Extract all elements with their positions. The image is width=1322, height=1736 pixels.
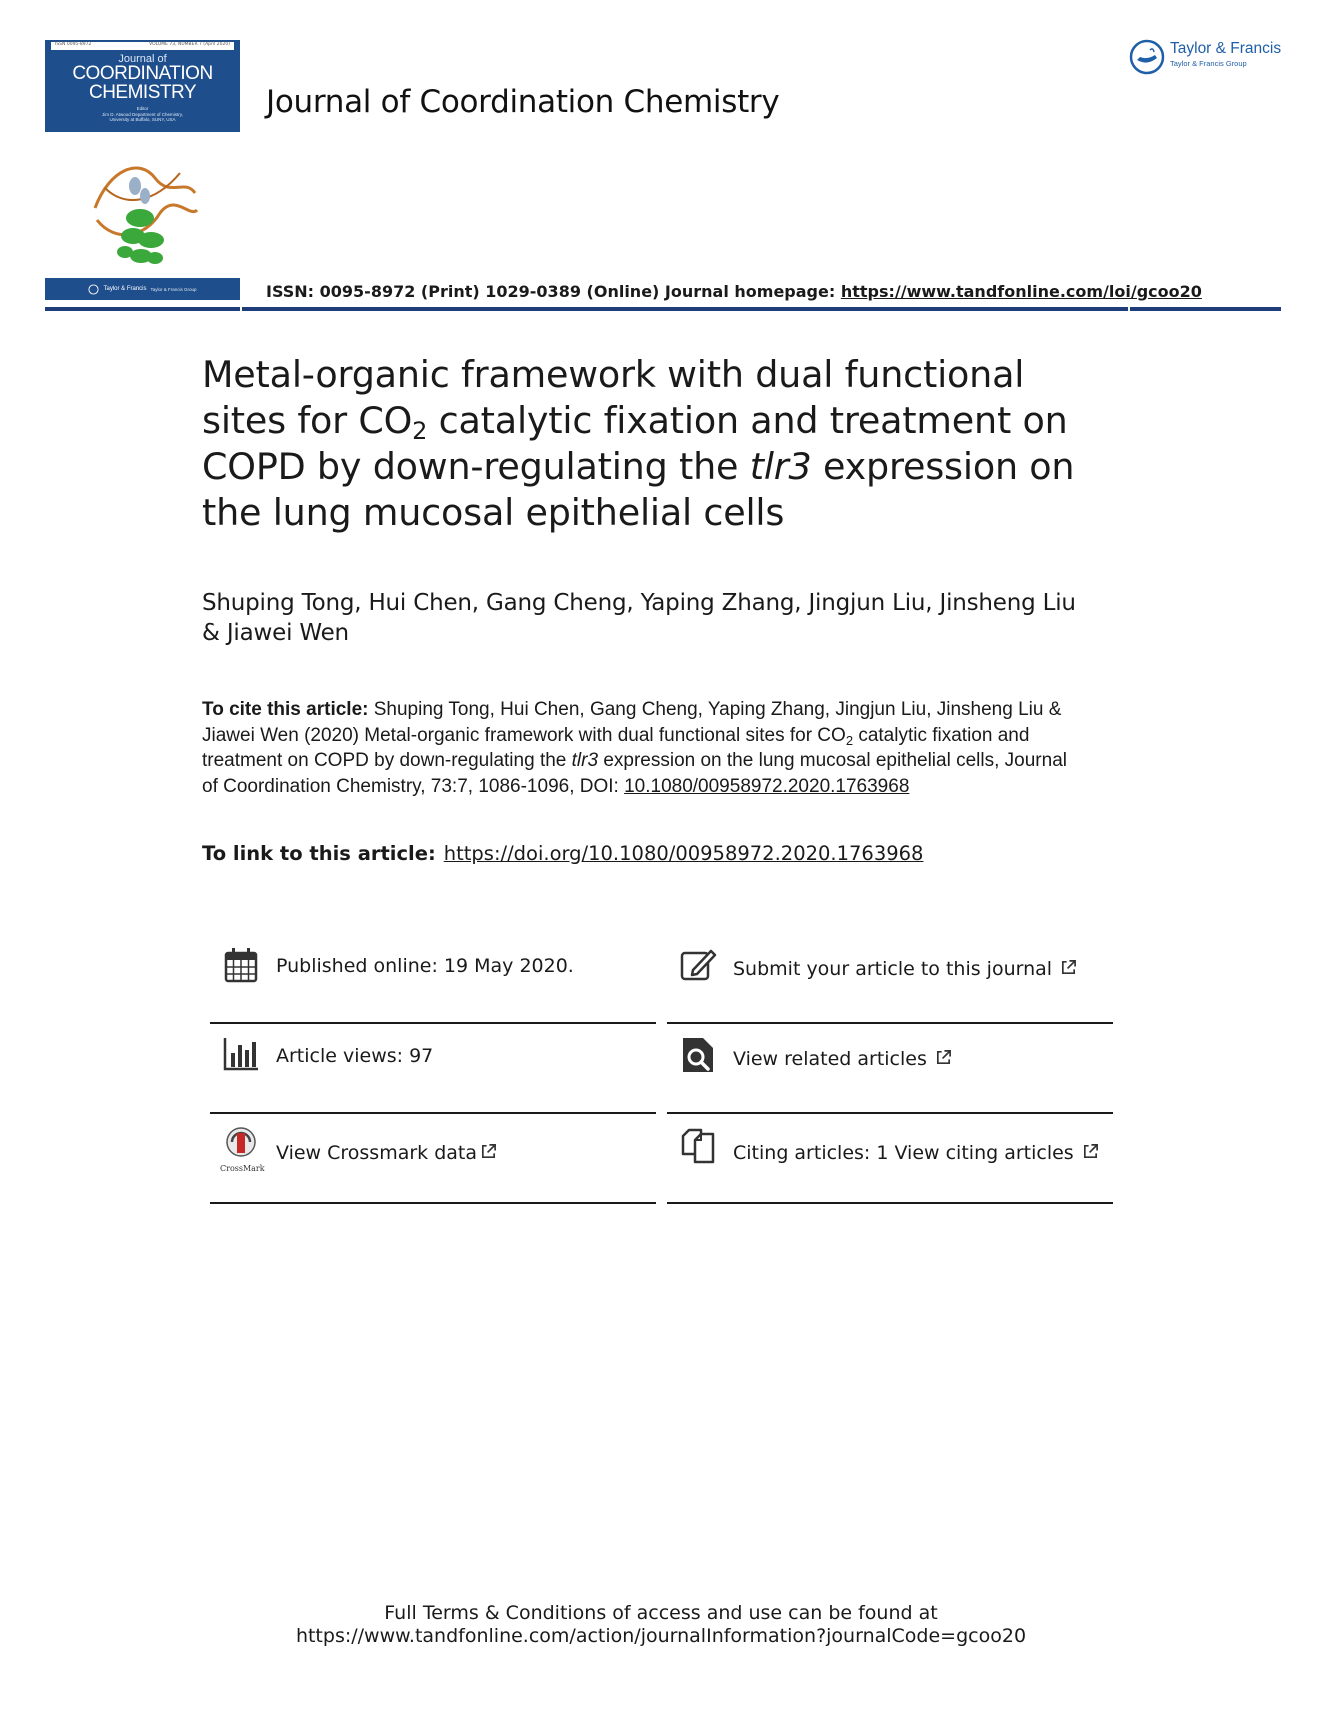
terms-url[interactable]: https://www.tandfonline.com/action/journalInformation?journalCode=gcoo20 bbox=[295, 1625, 1027, 1647]
crossmark-badge: CrossMark bbox=[220, 1164, 265, 1173]
cover-publisher-icon bbox=[88, 284, 99, 295]
cover-journal-of: Journal of bbox=[118, 53, 167, 65]
journal-title: Journal of Coordination Chemistry bbox=[266, 84, 780, 120]
info-divider bbox=[210, 1202, 656, 1204]
citing-articles-link[interactable] bbox=[667, 1126, 1113, 1214]
link-label: To link to this article: bbox=[202, 842, 436, 865]
cover-issn: ISSN 0095-8972 bbox=[55, 42, 92, 47]
article-title: Metal-organic framework with dual functional sites for $CO_2$ catalytic fixation and treatment on COPD by down-regulating the tlr3 expression on the lung mucosal epithelial cells bbox=[202, 353, 1075, 534]
citation-doi-link[interactable]: 10.1080/00958972.2020.1763968 bbox=[624, 775, 910, 797]
article-views bbox=[210, 1036, 656, 1124]
related-articles-link[interactable] bbox=[667, 1036, 1113, 1124]
citing-articles-text: Citing articles: 1 View citing articles bbox=[733, 1142, 1074, 1164]
gene-name: tlr3 bbox=[749, 445, 812, 488]
citation-block: To cite this article: Shuping Tong, Hui Chen, Gang Cheng, Yaping Zhang, Jingjun Liu, Jinsheng Liu & Jiawei Wen (2020) Metal-organic framework with dual functional sites for $CO_2$ catalytic fixation and treatment on COPD by down-regulating the tlr3 expression on the lung mucosal epithelial cells, Journal of Coordination Chemistry, 73:7, 1086-1096, DOI: 10.1080/00958972.2020.1763968 bbox=[202, 699, 1067, 797]
edit-icon bbox=[679, 946, 717, 984]
cover-chemistry: CHEMISTRY bbox=[88, 82, 197, 103]
bar-chart-icon bbox=[222, 1036, 260, 1074]
logo-name: Taylor & Francis bbox=[1170, 40, 1282, 57]
document-search-icon bbox=[679, 1036, 717, 1074]
terms-text: Full Terms & Conditions of access and use can be found at bbox=[384, 1602, 938, 1624]
external-link-icon bbox=[480, 1143, 497, 1160]
taylor-francis-lamp-icon bbox=[1128, 38, 1166, 76]
info-divider bbox=[667, 1112, 1113, 1114]
cover-publisher-sub: Taylor & Francis Group bbox=[150, 286, 197, 292]
cover-header bbox=[45, 40, 240, 132]
submit-article-link[interactable] bbox=[667, 946, 1113, 1034]
issn-text: ISSN: 0095-8972 (Print) 1029-0389 (Online) Journal homepage: bbox=[266, 282, 841, 301]
cover-molecule-illustration bbox=[85, 148, 205, 278]
published-online bbox=[210, 946, 656, 1034]
doi-link[interactable]: https://doi.org/10.1080/00958972.2020.1763968 bbox=[443, 842, 924, 865]
cover-publisher-band bbox=[45, 278, 240, 300]
external-link-icon bbox=[1082, 1143, 1099, 1160]
submit-article-text: Submit your article to this journal bbox=[733, 958, 1053, 980]
article-views-text: Article views: 97 bbox=[276, 1045, 434, 1067]
calendar-icon bbox=[222, 946, 260, 984]
crossmark-link[interactable] bbox=[210, 1126, 656, 1214]
taylor-francis-logo[interactable] bbox=[1128, 38, 1288, 78]
info-divider bbox=[210, 1112, 656, 1114]
info-divider bbox=[667, 1202, 1113, 1204]
crossmark-text: View Crossmark data bbox=[276, 1142, 478, 1164]
header-rule-gap-right bbox=[1128, 307, 1130, 311]
info-divider bbox=[667, 1022, 1113, 1024]
external-link-icon bbox=[1060, 959, 1077, 976]
author-list: Shuping Tong, Hui Chen, Gang Cheng, Yaping Zhang, Jingjun Liu, Jinsheng Liu & Jiawei Wen bbox=[202, 590, 1076, 646]
header-rule-gap-left bbox=[240, 307, 242, 311]
issn-line bbox=[266, 282, 1202, 301]
info-divider bbox=[210, 1022, 656, 1024]
journal-homepage-link[interactable]: https://www.tandfonline.com/loi/gcoo20 bbox=[840, 282, 1202, 301]
cover-coordination: COORDINATION bbox=[72, 63, 213, 84]
cover-editor: Editor Jim D. Atwood Department of Chemistry, University at Buffalo, SUNY, USA bbox=[102, 106, 183, 122]
terms-footer bbox=[0, 1602, 1322, 1648]
header-rule bbox=[45, 307, 1281, 311]
related-articles-text: View related articles bbox=[733, 1048, 927, 1070]
citation-label: To cite this article: bbox=[202, 699, 369, 720]
copy-documents-icon bbox=[679, 1126, 717, 1164]
external-link-icon bbox=[935, 1049, 952, 1066]
published-online-text: Published online: 19 May 2020. bbox=[276, 955, 574, 977]
cover-volume: VOLUME 73, NUMBER 7 (April 2020) bbox=[149, 42, 230, 47]
cover-publisher: Taylor & Francis bbox=[103, 286, 147, 292]
article-link-line bbox=[202, 842, 923, 865]
crossmark-icon bbox=[222, 1126, 260, 1164]
logo-subtitle: Taylor & Francis Group bbox=[1170, 59, 1247, 68]
journal-cover bbox=[45, 40, 240, 300]
